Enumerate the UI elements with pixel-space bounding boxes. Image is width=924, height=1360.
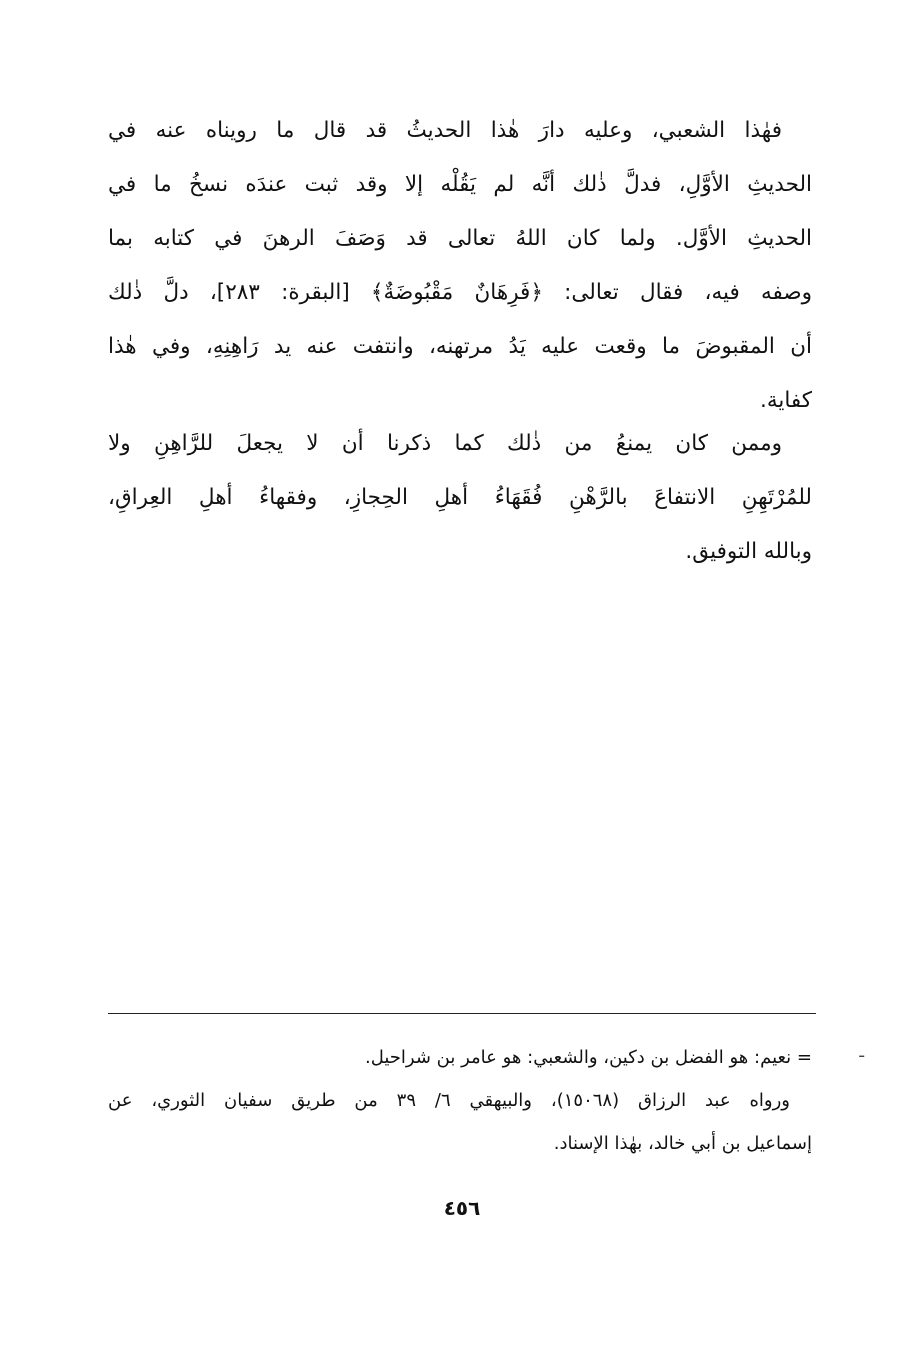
paragraph-2-line: وبالله التوفيق. — [685, 539, 812, 564]
footnotes — [108, 1036, 812, 1165]
paragraph-2-line: للمُرْتَهِنِ الانتفاعَ بالرَّهْنِ فُقَهَاءُ أهلِ الحِجازِ، وفقهاءُ أهلِ العِراقِ، — [108, 485, 812, 510]
paragraph-1-line: الحديثِ الأوَّلِ، فدلَّ ذٰلك أنَّه لم يَقُلْه إلا وقد ثبت عندَه نسخُ ما في — [108, 172, 812, 197]
paragraph-1-line: كفاية. — [759, 388, 812, 413]
footnote-separator — [108, 1013, 816, 1014]
main-paragraph-1 — [108, 104, 812, 428]
footnote-line: = نعيم: هو الفضل بن دكين، والشعبي: هو عامر بن شراحيل. — [365, 1047, 812, 1068]
paragraph-1-line: الحديثِ الأوَّل. ولما كان اللهُ تعالى قد وَصَفَ الرهنَ في كتابه بما — [108, 226, 812, 251]
main-paragraph-2 — [108, 417, 812, 579]
paragraph-1-line: أن المقبوضَ ما وقعت عليه يَدُ مرتهنه، وانتفت عنه يد رَاهِنِهِ، وفي هٰذا — [108, 334, 812, 359]
footnote-line: إسماعيل بن أبي خالد، بهٰذا الإسناد. — [553, 1133, 812, 1154]
footnote-continuation-mark: ـ — [859, 1042, 864, 1061]
page-number: ٤٥٦ — [443, 1196, 481, 1220]
paragraph-1-line: وصفه فيه، فقال تعالى: ﴿فَرِهَانٌ مَقْبُوضَةٌ﴾ [البقرة: ٢٨٣]، دلَّ ذٰلك — [108, 280, 812, 305]
footnote-line: ورواه عبد الرزاق (١٥٠٦٨)، والبيهقي ٦/ ٣٩ من طريق سفيان الثوري، عن — [108, 1090, 790, 1111]
paragraph-1-line: فهٰذا الشعبي، وعليه دارَ هٰذا الحديثُ قد قال ما رويناه عنه في — [108, 118, 782, 143]
paragraph-2-line: وممن كان يمنعُ من ذٰلك كما ذكرنا أن لا يجعلَ للرَّاهِنِ ولا — [108, 431, 782, 456]
